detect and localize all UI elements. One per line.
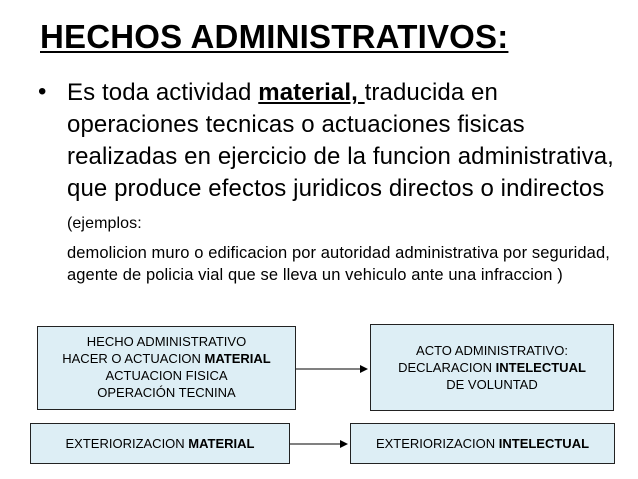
box-acto-line2-plain: DECLARACION [398, 360, 496, 375]
paragraph-examples: demolicion muro o edificacion por autoridad administrativa por seguridad, agente de policia vial que se lleva un vehiculo ante una infraccion ) [67, 244, 610, 284]
paragraph-intro: Es toda actividad [67, 79, 259, 106]
box-ext-intelectual-bold: INTELECTUAL [498, 436, 590, 451]
box-hecho-line4: OPERACIÓN TECNINA [97, 385, 236, 400]
box-hecho-line2-bold: MATERIAL [204, 351, 271, 366]
slide-title: HECHOS ADMINISTRATIVOS: [40, 18, 509, 55]
bullet-marker: • [38, 78, 47, 105]
box-hecho-line1: HECHO ADMINISTRATIVO [86, 334, 247, 349]
box-acto-line1: ACTO ADMINISTRATIVO: [416, 343, 568, 358]
paragraph-examples-open: (ejemplos: [67, 215, 142, 232]
box-ext-material-plain: EXTERIORIZACION [65, 436, 189, 451]
box-hecho-line2-plain: HACER O ACTUACION [62, 351, 205, 366]
paragraph-rest: traducida en operaciones tecnicas o actuaciones fisicas realizadas en ejercicio de la funcion administrativa, que produce efectos juridicos directos o indirectos [67, 79, 614, 202]
box-ext-material-bold: MATERIAL [188, 436, 255, 451]
box-acto-line3: DE VOLUNTAD [446, 377, 538, 392]
box-acto-line2-bold: INTELECTUAL [495, 360, 586, 375]
box-hecho-line3: ACTUACION FISICA [105, 368, 228, 383]
paragraph-keyword-material: material, [258, 79, 365, 106]
box-ext-intelectual-plain: EXTERIORIZACION [375, 436, 499, 451]
